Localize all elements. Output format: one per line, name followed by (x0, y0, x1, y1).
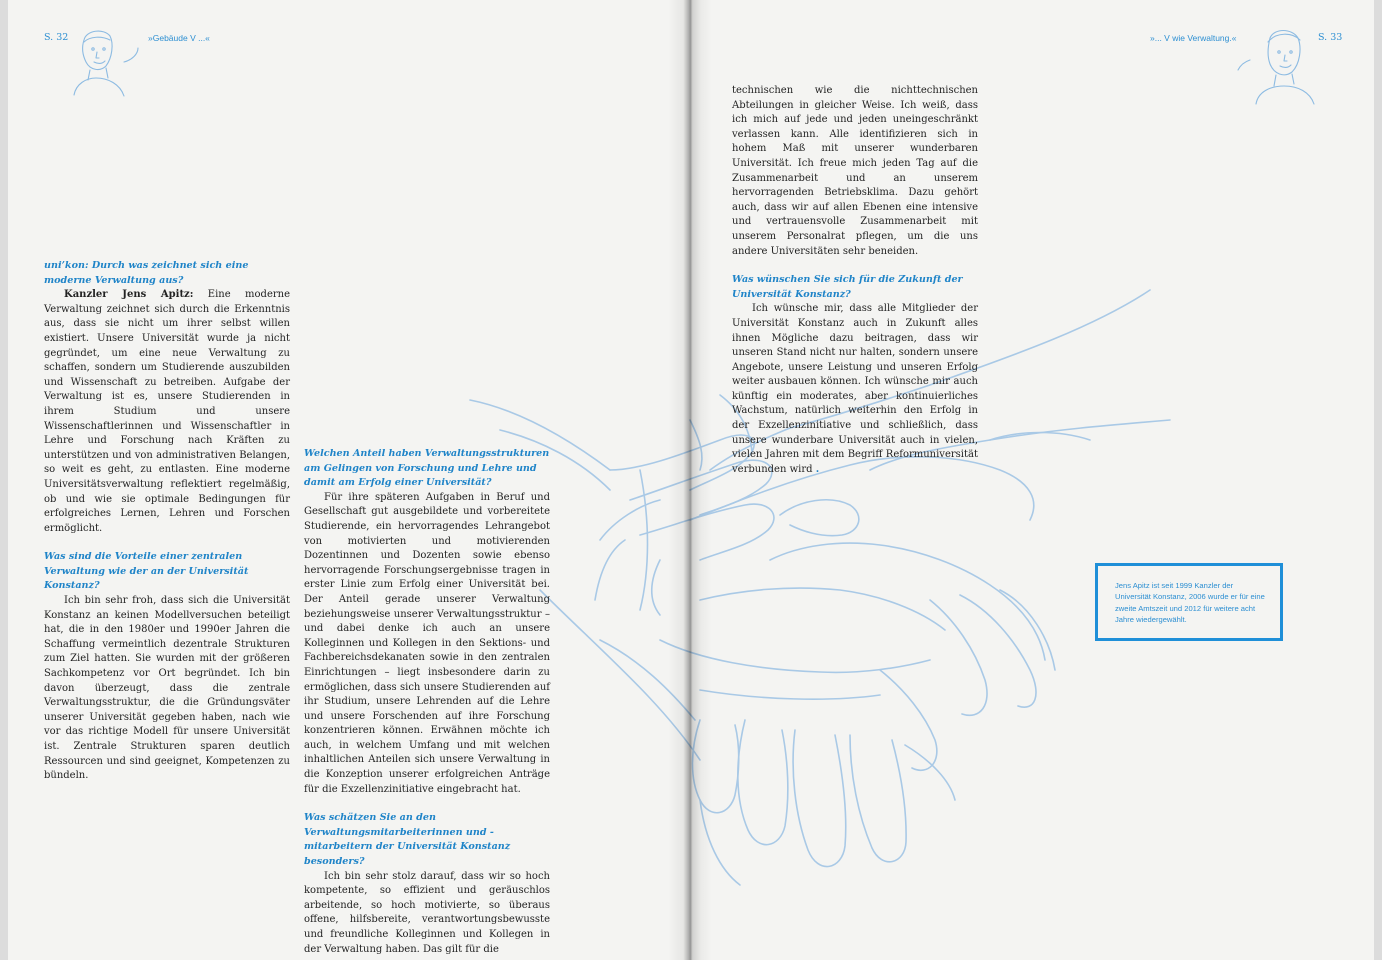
spine-shadow (668, 0, 712, 960)
question-heading: Was schätzen Sie an den Verwaltungsmitarbeiterinnen und -mitarbeitern der Universität Konstanz besonders? (304, 812, 511, 868)
bio-box: Jens Apitz ist seit 1999 Kanzler der Universität Konstanz, 2006 wurde er für eine zweite Amtszeit und 2012 für weitere acht Jahre wiedergewählt. (1095, 563, 1283, 641)
answer-continuation: technischen wie die nichttechnischen Abteilungen in gleicher Weise. Ich weiß, dass ich mich auf jede und jeden uneingeschränkt verlassen kann. Alle identifizieren sich in hohem Maß mit unserer wunderbaren Universität. Ich freue mich jeden Tag auf die Zusammenarbeit und an unserem hervorragenden Betriebsklima. Dazu gehört auch, dass wir auf allen Ebenen eine intensive und vertrauensvolle Zusammenarbeit mit unserem Personalrat pflegen, um die uns andere Universitäten sehr beneiden. (732, 85, 978, 257)
text-column-1 (44, 259, 290, 784)
end-mark: . (815, 463, 820, 475)
page-number-right: S. 33 (1318, 32, 1343, 43)
answer-paragraph (732, 302, 978, 477)
question-heading: uni’kon: Durch was zeichnet sich eine moderne Verwaltung aus? (44, 260, 249, 286)
question-heading: Welchen Anteil haben Verwaltungsstrukturen am Gelingen von Forschung und Lehre und damit am Erfolg einer Universität? (304, 448, 550, 489)
page-number-left: S. 32 (44, 32, 69, 43)
answer-paragraph: Für ihre späteren Aufgaben in Beruf und Gesellschaft gut ausgebildete und vorbereitete Studierende, ein hervorragendes Lehrangebot von motivierten und motivierenden Dozentinnen und Dozenten sowie ebenso hervorragende Forschungsergebnisse tragen in erster Linie zum Erfolg einer Universität bei. Der Anteil gerade unserer Verwaltung beziehungsweise unserer Verwaltungsstruktur – und dabei denke ich auch an unsere Kolleginnen und Kollegen in den Sektions- und Fachbereichsdekanaten sowie in den zentralen Einrichtungen – liegt insbesondere darin zu ermöglichen, dass sich unsere Studierenden auf ihr Studium, unsere Lehrenden auf die Lehre und unsere Forschenden auf ihre Forschung konzentrieren können. Erwähnen möchte ich auch, in welchem Umfang und mit welchen inhaltlichen Anteilen sich unsere Verwaltung in die Konzeption unserer erfolgreichen Anträge für die Exzellenzinitiative eingebracht hat. (304, 491, 550, 795)
text-column-3 (732, 84, 978, 477)
question-heading: Was wünschen Sie sich für die Zukunft der Universität Konstanz? (732, 274, 963, 300)
running-head-right: »... V wie Verwaltung.« (1150, 33, 1237, 43)
speaker-label: Kanzler Jens Apitz: (64, 289, 194, 301)
answer-paragraph (44, 288, 290, 536)
answer-paragraph: Ich bin sehr stolz darauf, dass wir so hoch kompetente, so effizient und geräuschlos arbeitende, so hoch motivierte, so überaus offene, hilfsbereite, verantwortungsbewusste und freundliche Kolleginnen und Kollegen in der Verwaltung haben. Das gilt für die (304, 870, 550, 955)
question-heading: Was sind die Vorteile einer zentralen Verwaltung wie der an der Universität Konstanz? (44, 551, 249, 592)
answer-paragraph: Ich bin sehr froh, dass sich die Universität Konstanz an keinen Modellversuchen beteiligt hat, die in den 1980er und 1990er Jahren die Schaffung vermeintlich dezentrale Strukturen zum Ziel hatten. Sie wurden mit der größeren Sachkompetenz vor Ort begründet. Ich bin davon überzeugt, dass die zentrale Verwaltungsstruktur, die die Gründungsväter unserer Universität gegeben haben, nach wie vor das richtige Modell für unsere Universität ist. Zentrale Strukturen sparen deutlich Ressourcen und sind geeignet, Kompetenzen zu bündeln. (44, 595, 290, 782)
text-column-2 (304, 447, 550, 957)
running-head-left: »Gebäude V ...« (148, 33, 210, 43)
answer-text: Eine moderne Verwaltung zeichnet sich durch die Erkenntnis aus, dass sie nicht um ihrer selbst willen existiert. Unsere Universität wurde ja nicht gegründet, um eine neue Verwaltung zu schaffen, sondern um Studierende auszubilden und Wissenschaft zu betreiben. Aufgabe der Verwaltung ist es, unsere Studierenden in ihrem Studium und unsere Wissenschaftlerinnen und Wissenschaftler in Lehre und Forschung nach Kräften zu unterstützen und von administrativen Belangen, so weit es geht, zu entlasten. Eine moderne Universitätsverwaltung reflektiert regelmäßig, ob und wie sie optimale Bedingungen für erfolgreiches Lernen, Lehren und Forschen ermöglicht. (44, 289, 290, 534)
answer-text: Ich wünsche mir, dass alle Mitglieder der Universität Konstanz auch in Zukunft alles ihnen Mögliche dazu beitragen, dass wir unseren Stand nicht nur halten, sondern unsere Angebote, unsere Leistung und unseren Erfolg weiter ausbauen können. Ich wünsche mir auch künftig ein moderates, aber kontinuierliches Wachstum, natürlich weiterhin den Erfolg in der Exzellenzinitiative und schließlich, dass unsere wunderbare Universität auch in vielen, vielen Jahren mit dem Begriff Reformuniversität verbunden wird (732, 303, 978, 475)
